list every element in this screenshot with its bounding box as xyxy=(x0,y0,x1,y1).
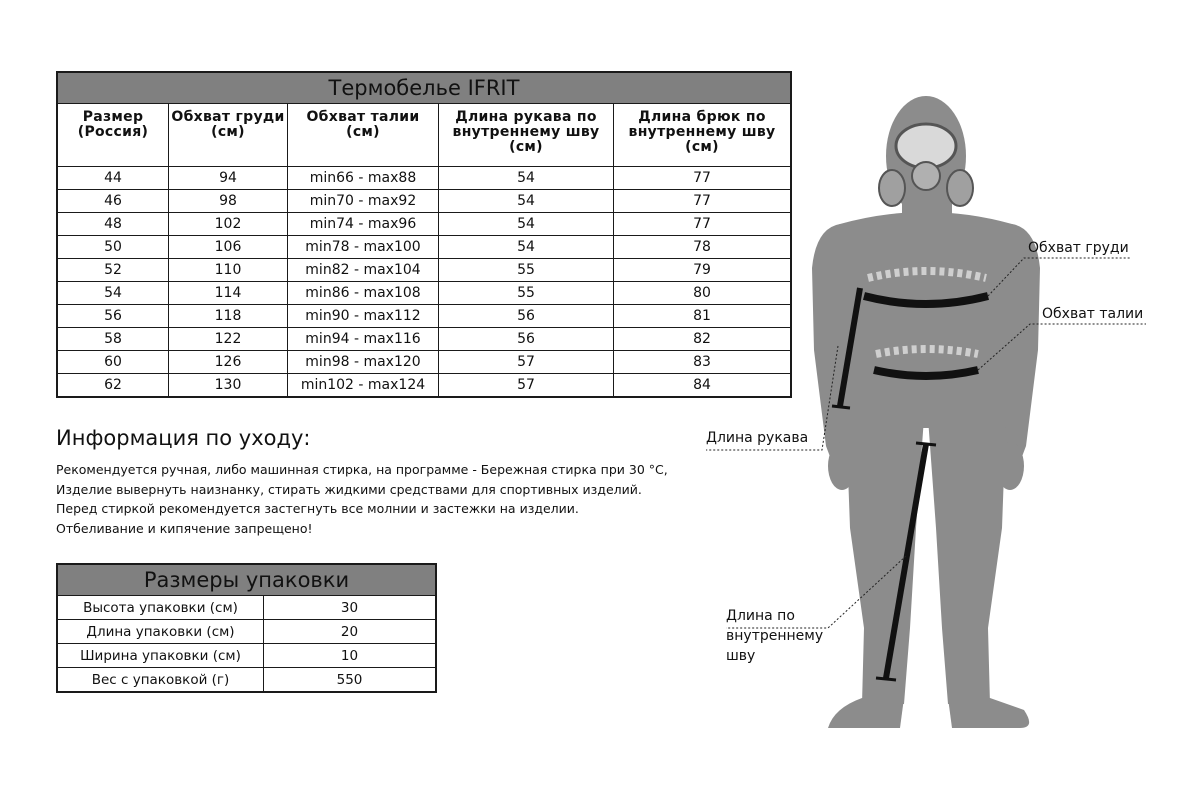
sleeve-callout: Длина рукава xyxy=(706,430,809,446)
packaging-value: 30 xyxy=(264,596,437,620)
cell-size: 50 xyxy=(57,236,169,259)
cell-waist: min98 - max120 xyxy=(288,351,439,374)
care-text xyxy=(56,460,716,538)
size-table-row xyxy=(57,328,791,351)
cell-size: 58 xyxy=(57,328,169,351)
cell-waist: min74 - max96 xyxy=(288,213,439,236)
size-table xyxy=(56,71,792,398)
cell-size: 54 xyxy=(57,282,169,305)
inseam-callout xyxy=(726,606,823,666)
care-line: Перед стиркой рекомендуется застегнуть все молнии и застежки на изделии. xyxy=(56,501,579,516)
care-line: Отбеливание и кипячение запрещено! xyxy=(56,520,313,536)
cell-inseam: 77 xyxy=(614,167,792,190)
packaging-label: Высота упаковки (см) xyxy=(57,596,264,620)
size-table-row xyxy=(57,236,791,259)
cell-waist: min70 - max92 xyxy=(288,190,439,213)
size-table-row xyxy=(57,282,791,305)
cell-inseam: 77 xyxy=(614,190,792,213)
cell-sleeve: 54 xyxy=(439,236,614,259)
cell-chest: 102 xyxy=(169,213,288,236)
packaging-value: 10 xyxy=(264,644,437,668)
packaging-value: 20 xyxy=(264,620,437,644)
cell-inseam: 80 xyxy=(614,282,792,305)
cell-inseam: 78 xyxy=(614,236,792,259)
packaging-label: Длина упаковки (см) xyxy=(57,620,264,644)
header-size: Размер (Россия) xyxy=(57,104,169,167)
cell-waist: min102 - max124 xyxy=(288,374,439,398)
chest-callout: Обхват груди xyxy=(1028,240,1129,256)
cell-sleeve: 57 xyxy=(439,351,614,374)
cell-size: 52 xyxy=(57,259,169,282)
cell-chest: 126 xyxy=(169,351,288,374)
size-table-title: Термобелье IFRIT xyxy=(57,72,791,104)
size-table-row xyxy=(57,305,791,328)
cell-inseam: 79 xyxy=(614,259,792,282)
packaging-row xyxy=(57,620,436,644)
cell-sleeve: 55 xyxy=(439,259,614,282)
packaging-row xyxy=(57,668,436,693)
cell-inseam: 83 xyxy=(614,351,792,374)
size-table-row xyxy=(57,167,791,190)
cell-chest: 94 xyxy=(169,167,288,190)
care-title: Информация по уходу: xyxy=(56,426,311,450)
cell-size: 46 xyxy=(57,190,169,213)
cell-sleeve: 56 xyxy=(439,305,614,328)
size-table-row xyxy=(57,374,791,398)
cell-sleeve: 54 xyxy=(439,167,614,190)
cell-inseam: 84 xyxy=(614,374,792,398)
packaging-label: Ширина упаковки (см) xyxy=(57,644,264,668)
cell-sleeve: 55 xyxy=(439,282,614,305)
header-chest: Обхват груди (см) xyxy=(169,104,288,167)
cell-inseam: 77 xyxy=(614,213,792,236)
inseam-callout-line: Длина по xyxy=(726,608,795,624)
packaging-table xyxy=(56,563,437,693)
header-sleeve: Длина рукава по внутреннему шву (см) xyxy=(439,104,614,167)
size-table-row xyxy=(57,351,791,374)
cell-waist: min66 - max88 xyxy=(288,167,439,190)
cell-chest: 130 xyxy=(169,374,288,398)
packaging-label: Вес с упаковкой (г) xyxy=(57,668,264,693)
packaging-row xyxy=(57,596,436,620)
cell-size: 62 xyxy=(57,374,169,398)
inseam-callout-line: внутреннему xyxy=(726,628,824,644)
packaging-row xyxy=(57,644,436,668)
size-table-row xyxy=(57,213,791,236)
size-table-row xyxy=(57,259,791,282)
cell-sleeve: 56 xyxy=(439,328,614,351)
cell-waist: min94 - max116 xyxy=(288,328,439,351)
size-table-body xyxy=(57,167,791,398)
header-waist: Обхват талии (см) xyxy=(288,104,439,167)
cell-chest: 110 xyxy=(169,259,288,282)
cell-inseam: 82 xyxy=(614,328,792,351)
measurement-figure xyxy=(690,88,1190,738)
packaging-title: Размеры упаковки xyxy=(57,564,436,596)
care-line: Изделие вывернуть наизнанку, стирать жидкими средствами для спортивных изделий. xyxy=(56,481,642,497)
header-inseam: Длина брюк по внутреннему шву (см) xyxy=(614,104,792,167)
packaging-value: 550 xyxy=(264,668,437,693)
inseam-callout-line: шву xyxy=(726,648,756,664)
cell-chest: 122 xyxy=(169,328,288,351)
cell-size: 56 xyxy=(57,305,169,328)
cell-size: 48 xyxy=(57,213,169,236)
cell-chest: 118 xyxy=(169,305,288,328)
cell-chest: 98 xyxy=(169,190,288,213)
size-table-header-row xyxy=(57,104,791,167)
waist-callout: Обхват талии xyxy=(1042,306,1144,322)
cell-sleeve: 54 xyxy=(439,190,614,213)
cell-size: 44 xyxy=(57,167,169,190)
cell-sleeve: 57 xyxy=(439,374,614,398)
cell-chest: 114 xyxy=(169,282,288,305)
cell-waist: min86 - max108 xyxy=(288,282,439,305)
cell-size: 60 xyxy=(57,351,169,374)
care-line: Рекомендуется ручная, либо машинная стирка, на программе - Бережная стирка при 30 °С, xyxy=(56,462,668,477)
size-table-row xyxy=(57,190,791,213)
cell-inseam: 81 xyxy=(614,305,792,328)
cell-chest: 106 xyxy=(169,236,288,259)
cell-waist: min90 - max112 xyxy=(288,305,439,328)
cell-waist: min78 - max100 xyxy=(288,236,439,259)
cell-waist: min82 - max104 xyxy=(288,259,439,282)
cell-sleeve: 54 xyxy=(439,213,614,236)
